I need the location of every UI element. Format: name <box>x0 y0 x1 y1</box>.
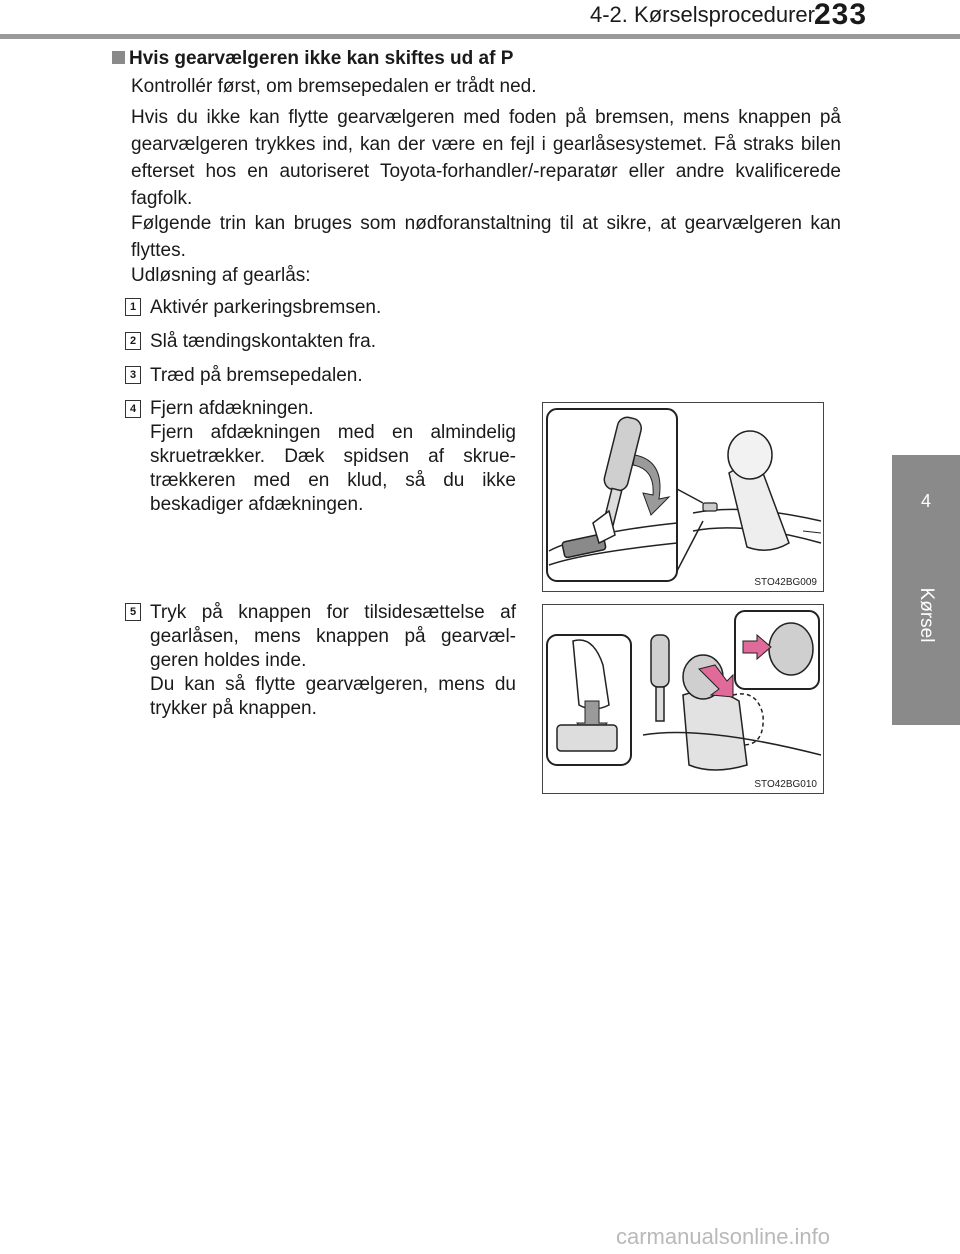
square-bullet-icon <box>112 51 125 64</box>
section-heading <box>112 48 513 70</box>
paragraph: Udløsning af gearlås: <box>131 265 311 286</box>
page-number: 233 <box>814 0 868 31</box>
shift-knob <box>728 431 772 479</box>
step-detail: Fjern afdækningen med en almindelig skruetrækker. Dæk spidsen af skrue-trækkeren med en klud, så du ikke beskadiger afdækningen. <box>150 422 516 515</box>
chapter-label-wrap <box>908 555 944 675</box>
watermark: carmanualsonline.info <box>616 1224 831 1249</box>
step-number-badge: 5 <box>125 603 141 621</box>
header-rule <box>0 34 960 39</box>
step-number-badge: 1 <box>125 298 141 316</box>
figure-release-button <box>542 604 824 794</box>
figure-remove-cover <box>542 402 824 592</box>
chapter-label: Kørsel <box>916 587 937 643</box>
step-number-badge: 2 <box>125 332 141 350</box>
figure-code: STO42BG009 <box>754 577 817 588</box>
section-heading-text: Hvis gearvælgeren ikke kan skiftes ud af P <box>129 48 514 69</box>
step-text: Tryk på knappen for tilsidesættelse af gearlåsen, mens knappen på gearvæl-geren holdes inde. <box>150 602 516 671</box>
section-title: 4-2. Kørselsprocedurer <box>590 2 815 27</box>
remove-cover-illustration <box>543 403 823 591</box>
step-text: Træd på bremsepedalen. <box>150 365 363 386</box>
paragraph: Hvis du ikke kan flytte gearvælgeren med foden på bremsen, mens knappen på gearvælgeren trykkes ind, kan der være en fejl i gearlåsesystemet. Få straks bilen efterset hos en autoriseret Toyota-forhandler/-reparatør eller andre kvalificerede fagfolk. <box>131 107 841 209</box>
paragraph: Kontrollér først, om bremsepedalen er trådt ned. <box>131 76 537 97</box>
step-text: Aktivér parkeringsbremsen. <box>150 297 382 318</box>
paragraph: Følgende trin kan bruges som nødforanstaltning til at sikre, at gearvælgeren kan flyttes. <box>131 213 841 261</box>
release-button-illustration <box>543 605 823 793</box>
figure-code: STO42BG010 <box>754 779 817 790</box>
chapter-side-tab[interactable] <box>892 455 960 725</box>
step-number-badge: 3 <box>125 366 141 384</box>
chapter-number: 4 <box>920 491 931 511</box>
screwdriver-icon <box>651 635 669 721</box>
step-text: Fjern afdækningen. <box>150 398 314 419</box>
step-text: Slå tændingskontakten fra. <box>150 331 377 352</box>
step-detail: Du kan så flytte gearvælgeren, mens du trykker på knappen. <box>150 674 516 719</box>
step-number-badge: 4 <box>125 400 141 418</box>
